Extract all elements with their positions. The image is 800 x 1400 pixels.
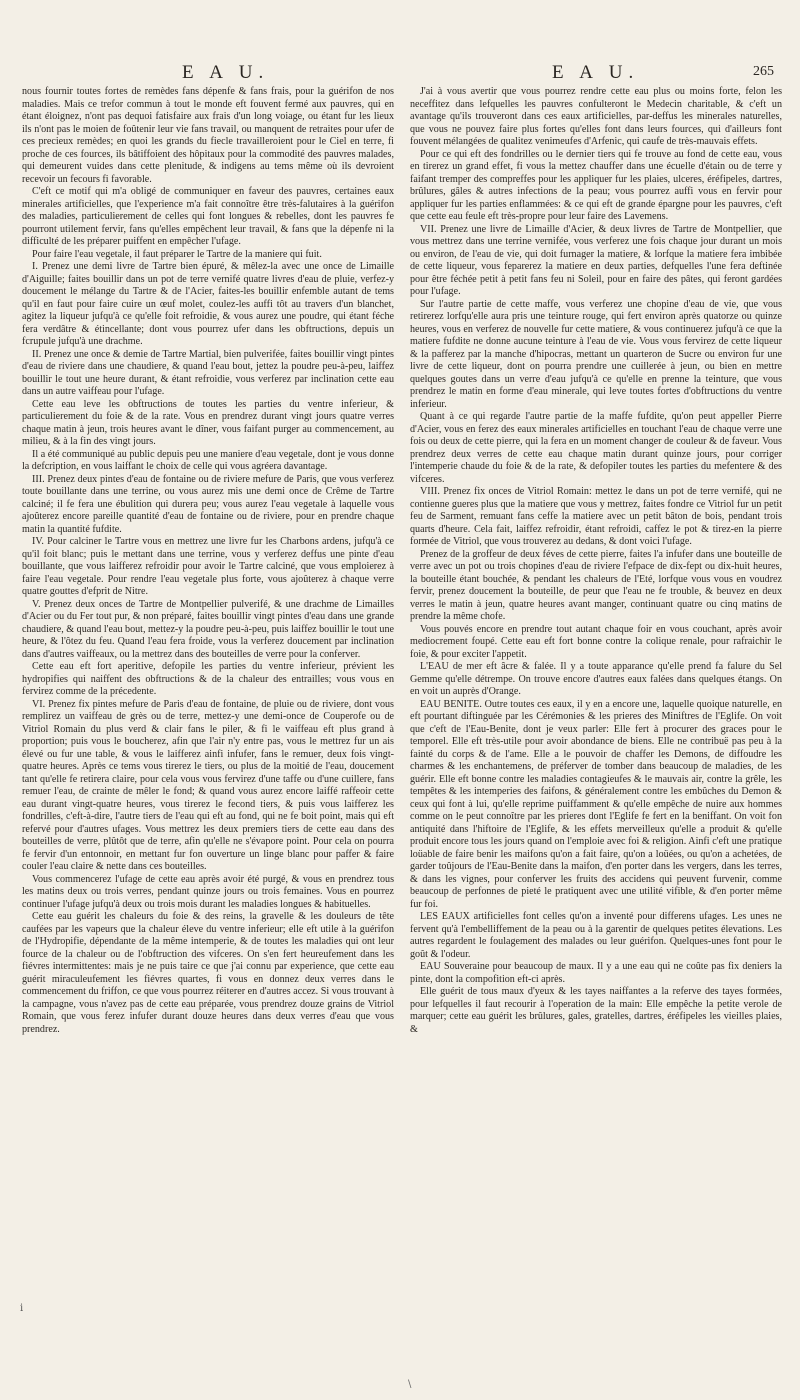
paragraph: Cette eau eft fort aperitive, defopile les parties du ventre inferieur, prévient les hydropifies qui naiffent des obftructions & de la chaleur des entrailles; vous vous en fervirez comme de la précedente. (22, 661, 394, 697)
paragraph: Vous commencerez l'ufage de cette eau après avoir été purgé, & vous en prendrez tous les matins deux ou trois verres, pendant quinze jours ou trois femaines. Vous en pourrez continuer l'ufage jufqu'à deux ou trois mois durant les maladies longues & habituelles. (22, 873, 394, 910)
paragraph: Cette eau guérit les chaleurs du foie & des reins, la gravelle & les douleurs de tête caufées par les vapeurs que la chaleur éleve du ventre inferieur; elle eft utile à la guérifon de l'Hydropifie, dépendante de la même intemperie, & de toutes les maladies qui ont leur fource de la chaleur ou de l'obftruction des vifceres. On s'en fert heureufement dans les fiévres intermittentes: mais je ne puis taire ce que j'ai connu par experience, que cette eau guérit miraculeufement les fiévres quartes, fi vous en donnez deux verres dans le commencement du friffon, ce que vous pourrez réiterer en d'autres accez. Si vous trouvant à la campagne, vous n'avez pas de cette eau préparée, vous prendrez douze grains de Vitriol Romain, que vous ferez infufer durant douze heures dans deux verres d'eau que vous prendrez. (22, 911, 394, 1035)
paragraph: Cette eau leve les obftructions de toutes les parties du ventre inferieur, & particulierement du foie & de la rate. Vous en prendrez durant vingt jours quatre verres chaque matin à jeun, trois heures avant le dîner, vous faifant purger au commencement, au milieu, & à la fin des vingt jours. (22, 398, 394, 447)
left-column (22, 86, 394, 1365)
gutter-mark: \ (408, 1379, 412, 1390)
paragraph: C'eft ce motif qui m'a obligé de communiquer en faveur des pauvres, certaines eaux minerales artificielles, que l'experience m'a fait connoître être très-falutaires à la guérifon des maladies, particulierement de celles qui font longues & rebelles, dont les pauvres fe pourront utilement fervir, fans qu'elles empêchent leur travail, & fans que la dépenfe ni la difficulté de les préparer puiffent en empêcher l'ufage. (22, 186, 394, 247)
paragraph: EAU Souveraine pour beaucoup de maux. Il y a une eau qui ne coûte pas fix deniers la pinte, dont la compofition eft-ci après. (410, 961, 782, 985)
right-column (410, 86, 782, 1365)
paragraph: Sur l'autre partie de cette maffe, vous verferez une chopine d'eau de vie, que vous retirerez lorfqu'elle aura pris une teinture rouge, qui fert environ après quatorze ou quinze heures, vous en verferez de nouvelle fur cette matiere, & vous continuerez jufqu'à ce que la matiere fufdite ne donne aucune teinture à l'eau de vie. Vous vous fervirez de cette liqueur & la pafferez par la manche d'hipocras, mettant un quarteron de Sucre ou environ fur une livre de cette liqueur, dont on pourra prendre une cuillerée à jeun, ou bien en mettre quelques goutes dans un verre d'eau jufqu'à ce qu'elle en prenne la teinture, que vous prendrez le matin en forme d'eau minerale, qui leve toutes fortes d'obftructions du ventre inferieur. (410, 298, 782, 410)
paragraph: Vous pouvés encore en prendre tout autant chaque foir en vous couchant, après avoir mediocrement foupé. Cette eau eft fort bonne contre la colique renale, pour rafraichir le foie, & pour exciter l'appetit. (410, 623, 782, 660)
paragraph: V. Prenez deux onces de Tartre de Montpellier pulverifé, & une drachme de Limailles d'Acier ou du Fer tout pur, & non préparé, faites bouillir vingt pintes d'eau dans une grande chaudiere, & quand l'eau bout, mettez-y la poudre peu-à-peu, puis laiffez bouillir le tout une heure, & l'ôtez du feu. Quand l'eau fera froide, vous la verferez doucement par inclination dans d'autres vaiffeaux, ou la mettrez dans des bouteilles de verre pour la conferver. (22, 598, 394, 660)
header-title-right: E A U. (552, 62, 640, 83)
paragraph: II. Prenez une once & demie de Tartre Martial, bien pulverifée, faites bouillir vingt pintes d'eau de riviere dans une chaudiere, & quand l'eau bout, jettez la poudre peu-à-peu, laiffez bouillir le tout une heure durant, & étant refroidie, vous verferez par inclination cette eau dans un autre vaiffeau pour l'ufage. (22, 348, 394, 397)
paragraph: I. Prenez une demi livre de Tartre bien épuré, & mêlez-la avec une once de Limaille d'Aiguille; faites bouillir dans un pot de terre vernifé quatre livres d'eau de pluie, verfez-y doucement le mélange du Tartre & de l'Acier, faites-les bouillir enfemble autant de tems qu'il en faut pour faire cuire un œuf molet, coulez-les auffi tôt au travers d'un blanchet, agitez la liqueur jufqu'à ce qu'elle foit refroidie, & vous aurez une poudre, qui étant féche fera verdâtre & étincellante; dont vous pourrez ufer dans les obftructions, depuis un fcrupule jufqu'à une drachme. (22, 261, 394, 347)
page-number: 265 (753, 64, 774, 79)
paragraph: Quant à ce qui regarde l'autre partie de la maffe fufdite, qu'on peut appeller Pierre d'Acier, vous en ferez des eaux minerales artificielles en touchant l'eau de chaque verre une fois ou deux de cette pierre, qui la fera en un moment changer de couleur & de faveur. Vous prendrez deux verres de cette eau chaque matin durant quinze jours, pour corriger l'intemperie chaude du foie & de la rate, & defopiler toutes les parties du mefentere & des vifceres. (410, 411, 782, 485)
paragraph: J'ai à vous avertir que vous pourrez rendre cette eau plus ou moins forte, felon les neceffitez dans lefquelles les pauvres confulteront le Medecin charitable, & c'eft un avantage qu'ils trouveront dans ces eaux artificielles, par-deffus les minerales naturelles, que vous ne pouvez faire plus fortes qu'elles font dans leurs fources, qui d'ailleurs font fouvent mélangées de qualitez venimeufes d'Arfenic, qui caufe de très-mauvais effets. (410, 86, 782, 147)
paragraph: L'EAU de mer eft âcre & falée. Il y a toute apparance qu'elle prend fa falure du Sel Gemme qu'elle détrempe. On trouve encore d'autres eaux falées dans quelques étangs. On en voit un auprès d'Orange. (410, 661, 782, 697)
text-columns (22, 86, 782, 1365)
paragraph: Elle guérit de tous maux d'yeux & les tayes naiffantes a la referve des tayes formées, pour lefquelles il faut recourir à l'operation de la main: Elle empêche la petite verole de marquer; cette eau guérit les brûlures, gales, gratelles, dartres, éréfipeles les vieilles plaies, & (410, 986, 782, 1035)
paragraph: Prenez de la groffeur de deux féves de cette pierre, faites l'a infufer dans une bouteille de verre avec un pot ou trois chopines d'eau de riviere l'efpace de dix-fept ou dix-huit heures, la bouteille étant bouchée, & pendant les chaleurs de l'Eté, lorfque vous vous en voudrez fervir, prenez doucement la bouteille, de peur que l'eau ne fe trouble, & beuvez en deux verres le matin à jeun, quatre heures avant manger, continuant quatre ou cinq matins de prendre la même chofe. (410, 548, 782, 622)
margin-mark: i (20, 1303, 24, 1314)
paragraph: III. Prenez deux pintes d'eau de fontaine ou de riviere mefure de Paris, que vous verferez toute bouillante dans une terrine, ou vous aurez mis une demi once de Crême de Tartre calciné; il fe fera une ébulition qui durera peu; vous aurez l'eau vegetale à laquelle vous ajoûterez encore pareille quantité d'eau de fontaine ou de riviere, pour en prendre chaque matin la quantité fufdite. (22, 473, 394, 535)
paragraph: VI. Prenez fix pintes mefure de Paris d'eau de fontaine, de pluie ou de riviere, dont vous remplirez un vaiffeau de grès ou de terre, mettez-y une demi-once de Couperofe ou de Vitriol Romain du plus verd & clair fans le piler, & fi le vaiffeau eft plus grand à proportion; puis vous le boucherez, afin que l'air n'y entre pas, vous le mettrez fur un ais élevé ou fur une table, & vous le laifferez ainfi infufer, fans le remuer, deux fois vingt-quatre heures. Après ce tems vous tirerez le tiers, ou plus de la moitié de l'eau, doucement tant qu'elle fe retirera claire, pour cela vous vous fervirez d'une taffe ou d'une cuillere, fans remuer l'eau, de crainte de mêler le fond; & quand vous aurez encore laiffé raffeoir cette eau durant vingt-quatre heures, vous tirerez le fecond tiers, & puis vous laifferez les fondrilles, c'eft-à-dire, l'autre tiers de l'eau qui eft au fond, qui ne fe boit point, mais qui eft refervé pour d'autres ufages. Vous mettrez les deux premiers tiers de cette eau dans des bouteilles de verre, plûtôt que de terre, afin qu'elle ne s'évapore point. Pour cela on pourra fe fervir d'un entonnoir, en mettant fur fon ouverture un linge blanc pour paffer & faire couler l'eau claire & nette dans ces bouteilles. (22, 698, 394, 872)
paragraph: LES EAUX artificielles font celles qu'on a inventé pour differens ufages. Les unes ne fervent qu'à l'embelliffement de la peau ou à la garentir de quelques petites élevations. Les autres regardent le foulagement des malades ou leur guérifon. Quelques-unes font pour le goût & l'odeur. (410, 911, 782, 960)
paragraph: nous fournir toutes fortes de remèdes fans dépenfe & fans frais, pour la guérifon de nos maladies. Mais ce trefor commun à tout le monde eft fouvent fermé aux pauvres, qui en étant éloignez, n'ont pas dequoi fatisfaire aux frais d'un long voiage, ou étant fur les lieux ils n'ont pas le moien de foûtenir leur vie fans travail, ou manquent de retraites pour ufer de ces precieux remèdes; en quoi les grands du fiecle travailleroient pour le Ciel en terre, fi proche de ces fources, ils bâtiffoient des hôpitaux pour la commodité des pauvres malades, qui demeurent vuides dans cette plenitude, & indigens au tems même où ils devroient recevoir un fecours fi favorable. (22, 86, 394, 185)
paragraph: Il a été communiqué au public depuis peu une maniere d'eau vegetale, dont je vous donne la defcription, en vous laiffant le choix de celle qui vous agréera davantage. (22, 448, 394, 472)
paragraph: Pour faire l'eau vegetale, il faut préparer le Tartre de la maniere qui fuit. (32, 248, 322, 260)
running-header (22, 62, 778, 84)
paragraph: Pour ce qui eft des fondrilles ou le dernier tiers qui fe trouve au fond de cette eau, vous en tirerez un grand effet, fi vous la mettez chauffer dans une écuelle d'étain ou de terre y faifant tremper des compreffes pour les appliquer fur les plaies, ulceres, éréfipeles, dartres, brûlures, gâles & autres infections de la peau; vous pourrez auffi vous en fervir pour appliquer fur les parties enflammées: & ce qui eft de grande épargne pour les pauvres, c'eft que cette eau feule eft très-propre pour leur faire des Lavemens. (410, 148, 782, 222)
paragraph: VII. Prenez une livre de Limaille d'Acier, & deux livres de Tartre de Montpellier, que vous mettrez dans une terrine vernifée, vous verferez une fois chaque jour durant un mois ou environ, de l'eau de vie, qui doit furnager la matiere, & lorfque la matiere fera imbibée de cette liqueur, vous feparerez la matiere en deux parties, defquelles l'une fera deftinée pour être féchée petit à petit fans feu ni Soleil, pour en faire des pâtes, qui feront gardées pour l'ufage. (410, 223, 782, 297)
paragraph: VIII. Prenez fix onces de Vitriol Romain: mettez le dans un pot de terre vernifé, qui ne contienne gueres plus que la matiere que vous y mettrez, faites fondre ce Vitriol fur un petit feu de Sarment, remuant fans ceffe la matiere avec un petit bâton de bois, pendant trois quarts d'heure. Cela fait, laiffez refroidir, étant refroidi, caffez le pot & tirez-en la pierre formée de Vitriol, que vous trouverez au dedans, & dont voici l'ufage. (410, 486, 782, 547)
header-title-left: E A U. (182, 62, 270, 83)
paragraph: EAU BENITE. Outre toutes ces eaux, il y en a encore une, laquelle quoique naturelle, en eft pourtant diftinguée par les Cérémonies & les prieres des Miniftres de l'Eglife. On voit que c'eft de l'Eau-Benite, dont je veux parler: Elle fert à procurer des graces pour le temporel. Elle eft très-utile pour avoir abondance de biens. Elle ne contribuë pas peu à la fainté du corps & de l'ame. Elle a le pouvoir de chaffer les Demons, de diffoudre les charmes & les enchantemens, de préferver de tomber dans beaucoup de maladies, de les guérir. Elle eft bonne contre les maladies contagieufes & le mauvais air, contre la grêle, les tempêtes & les intemperies des faifons, & généralement contre les embûches du Demon & ceux qui font à lui, qu'elle reprime puiffamment & qu'elle empêche de nuire aux hommes comme on le peut connoître par les prieres dont l'Eglife fe fert en la beniffant. On voit fon antiquité dans l'hiftoire de l'Eglife, & les effets merveilleux qu'elle a produit & qu'elle produit encore tous les jours quand on l'emploie avec foi & religion. Ainfi c'eft une pratique loüable de faire benir les maifons qu'on a fait faire, qu'on a loüées, ou qu'on a achetées, de garder toûjours de l'Eau-Benite dans la maifon, d'en porter dans les vergers, dans les terres, & dans les vignes, pour conferver les fruits des accidens qui peuvent furvenir, comme beaucoup de perfonnes de pieté le pratiquent avec une utilité vifible, & d'en porter même fur foi. (410, 698, 782, 910)
paragraph: IV. Pour calciner le Tartre vous en mettrez une livre fur les Charbons ardens, jufqu'à ce qu'il foit blanc; puis le mettant dans une terrine, vous y verferez deffus une pinte d'eau bouillante, que vous laifferez refroidir pour avoir le Tartre calciné, que vous emploierez à faire l'eau vegetale. Pour rendre l'eau vegetale plus forte, vous ajoûterez à chaque verre quatre gouttes d'efprit de Nitre. (22, 536, 394, 597)
